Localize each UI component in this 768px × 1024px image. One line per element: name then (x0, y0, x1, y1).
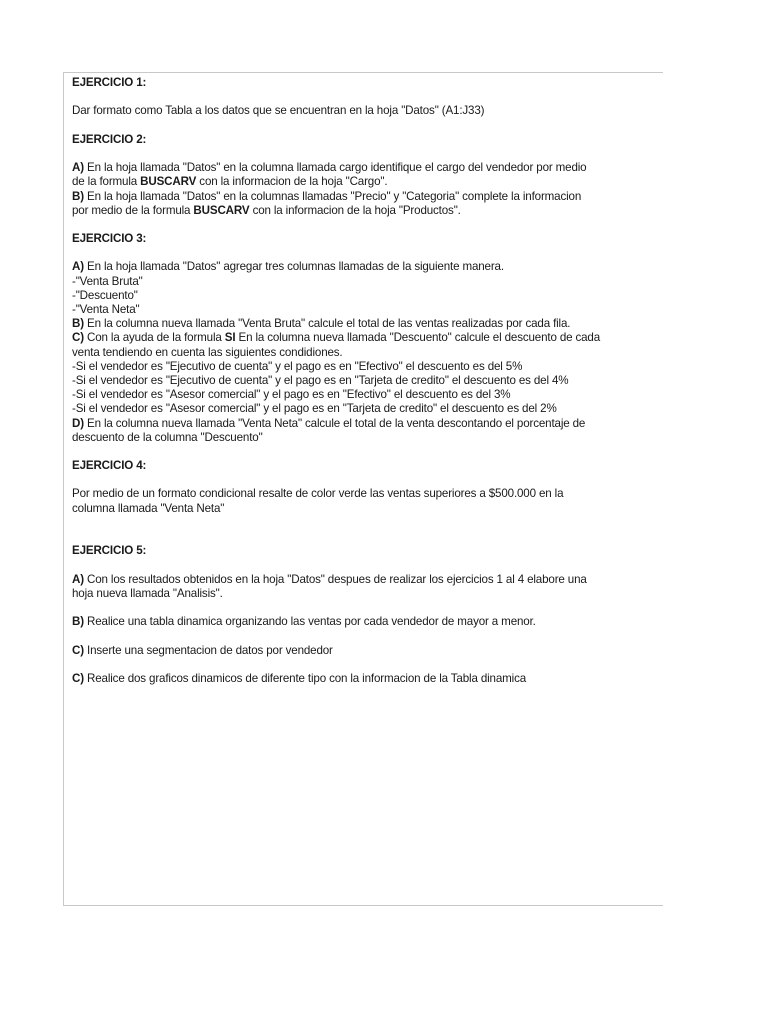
ejercicio-3-c-line-4: -Si el vendedor es "Ejecutivo de cuenta" y el pago es en "Tarjeta de credito" el descuento es del 4% (72, 373, 569, 387)
ejercicio-2-a-line-1: A) En la hoja llamada "Datos" en la columna llamada cargo identifique el cargo del vendedor por medio (72, 161, 587, 175)
ejercicio-3-b-line-1: B) En la columna nueva llamada "Venta Bruta" calcule el total de las ventas realizadas por cada fila. (72, 317, 571, 331)
ejercicio-4-heading: EJERCICIO 4: (72, 459, 147, 473)
ejercicio-5-c-line-1: C) Inserte una segmentacion de datos por vendedor (72, 643, 333, 657)
ejercicio-5-a-line-1: A) Con los resultados obtenidos en la hoja "Datos" despues de realizar los ejercicios 1 al 4 elabore una (72, 572, 587, 586)
ejercicio-3-c-line-1: C) Con la ayuda de la formula SI En la columna nueva llamada "Descuento" calcule el descuento de cada (72, 331, 601, 345)
ejercicio-3-c-line-3: -Si el vendedor es "Ejecutivo de cuenta" y el pago es en "Efectivo" el descuento es del 5% (72, 359, 523, 373)
ejercicio-3-c-line-6: -Si el vendedor es "Asesor comercial" y el pago es en "Tarjeta de credito" el descuento es del 2% (72, 402, 557, 416)
ejercicio-1-heading: EJERCICIO 1: (72, 76, 147, 89)
ejercicio-3-d-line-1: D) En la columna nueva llamada "Venta Neta" calcule el total de la venta descontando el porcentaje de (72, 416, 586, 430)
ejercicio-4-line-2: columna llamada "Venta Neta" (72, 501, 225, 515)
ejercicio-3-a-line-1: A) En la hoja llamada "Datos" agregar tres columnas llamadas de la siguiente manera. (72, 260, 504, 274)
ejercicio-2-b-line-1: B) En la hoja llamada "Datos" en la columnas llamadas "Precio" y "Categoria" complete la informacion (72, 189, 582, 203)
ejercicio-3-d-line-2: descuento de la columna "Descuento" (72, 430, 263, 444)
ejercicio-2-a-line-2: de la formula BUSCARV con la informacion de la hoja "Cargo". (72, 175, 388, 189)
ejercicio-2-heading: EJERCICIO 2: (72, 132, 147, 146)
document-body (72, 76, 652, 686)
ejercicio-5-a-line-2: hoja nueva llamada "Analisis". (72, 586, 223, 600)
ejercicio-3-heading: EJERCICIO 3: (72, 232, 147, 246)
ejercicio-5-b-line-1: B) Realice una tabla dinamica organizando las ventas por cada vendedor de mayor a menor. (72, 615, 536, 629)
ejercicio-3-c-line-2: venta tendiendo en cuenta las siguientes condidiones. (72, 345, 343, 359)
ejercicio-5-c2-line-1: C) Realice dos graficos dinamicos de diferente tipo con la informacion de la Tabla dinamica (72, 671, 527, 685)
ejercicio-3-a-line-3: -"Descuento" (72, 288, 138, 302)
ejercicio-3-a-line-4: -"Venta Neta" (72, 303, 140, 316)
ejercicio-3-c-line-5: -Si el vendedor es "Asesor comercial" y el pago es en "Efectivo" el descuento es del 3% (72, 388, 511, 402)
ejercicio-1-text: Dar formato como Tabla a los datos que se encuentran en la hoja "Datos" (A1:J33) (72, 104, 485, 118)
ejercicio-4-line-1: Por medio de un formato condicional resalte de color verde las ventas superiores a $500.000 en la (72, 487, 564, 501)
ejercicio-5-heading: EJERCICIO 5: (72, 544, 147, 558)
ejercicio-2-b-line-2: por medio de la formula BUSCARV con la informacion de la hoja "Productos". (72, 203, 461, 217)
ejercicio-3-a-line-2: -"Venta Bruta" (72, 274, 143, 288)
